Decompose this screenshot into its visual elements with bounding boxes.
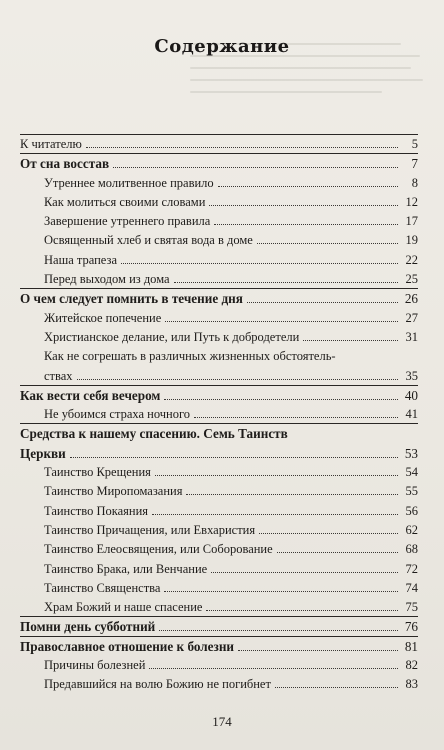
toc-entry-page: 82 xyxy=(405,658,418,673)
toc-entry-title: Таинство Елеосвящения, или Соборование xyxy=(44,542,273,557)
dot-leader xyxy=(257,242,398,244)
toc-entry-title: Освященный хлеб и святая вода в доме xyxy=(44,233,253,248)
dot-leader xyxy=(206,609,398,611)
toc-entry-page: 53 xyxy=(404,445,418,461)
toc-entry-title: К читателю xyxy=(20,137,82,151)
dot-leader xyxy=(303,339,398,341)
dot-leader xyxy=(275,686,398,688)
toc-entry-title: Таинство Причащения, или Евхаристия xyxy=(44,522,256,537)
toc-entry-title: Житейское попечение xyxy=(44,310,162,325)
dot-leader xyxy=(218,185,398,187)
toc-entry-page: 75 xyxy=(405,600,418,615)
toc-entry xyxy=(20,444,418,463)
dot-leader xyxy=(194,416,398,418)
dot-leader xyxy=(155,474,398,476)
toc-entry xyxy=(20,309,418,328)
dot-leader xyxy=(113,166,398,168)
toc-entry xyxy=(20,502,418,521)
toc-entry-title: О чем следует помнить в течение дня xyxy=(20,291,243,307)
toc-entry-title: Утреннее молитвенное правило xyxy=(44,175,214,190)
toc-entry-page: 22 xyxy=(405,252,418,267)
page-number: 174 xyxy=(212,714,232,729)
toc-entry xyxy=(20,289,418,308)
toc-entry xyxy=(20,386,418,405)
toc-entry xyxy=(20,424,418,443)
toc-entry-title: Таинство Крещения xyxy=(44,465,151,480)
toc-entry xyxy=(20,405,418,424)
toc-entry-page: 35 xyxy=(405,368,418,383)
dot-leader xyxy=(152,513,398,515)
toc-entry xyxy=(20,270,418,289)
toc-entry-title: Завершение утреннего правила xyxy=(44,214,211,229)
dot-leader xyxy=(159,629,398,631)
toc-entry-title: Наша трапеза xyxy=(44,252,117,267)
dot-leader xyxy=(214,223,398,225)
dot-leader xyxy=(164,590,398,592)
toc-entry-title: Причины болезней xyxy=(44,658,146,673)
toc-entry xyxy=(20,347,418,366)
toc-entry-title: Храм Божий и наше спасение xyxy=(44,600,203,615)
toc-entry xyxy=(20,598,418,617)
toc-entry xyxy=(20,521,418,540)
toc-entry-page: 19 xyxy=(405,233,418,248)
toc-entry xyxy=(20,579,418,598)
toc-entry-page: 76 xyxy=(404,619,418,635)
toc-entry-title: Таинство Миропомазания xyxy=(44,484,183,499)
toc-entry-page: 7 xyxy=(411,156,418,172)
toc-entry-title: Церкви xyxy=(20,445,66,461)
toc-entry-page: 62 xyxy=(405,522,418,537)
toc-entry xyxy=(20,367,418,386)
toc-entry-page: 12 xyxy=(405,194,418,209)
toc-entry xyxy=(20,193,418,212)
toc-entry xyxy=(20,637,418,656)
toc-entry xyxy=(20,656,418,675)
dot-leader xyxy=(209,204,398,206)
toc-entry-page: 68 xyxy=(405,542,418,557)
toc-entry-page: 26 xyxy=(404,291,418,307)
dot-leader xyxy=(277,551,398,553)
dot-leader xyxy=(247,301,398,303)
toc-entry-title: Помни день субботний xyxy=(20,619,156,635)
toc-entry-page: 74 xyxy=(405,580,418,595)
dot-leader xyxy=(165,320,398,322)
toc-entry-title: Таинство Священства xyxy=(44,580,161,595)
toc-entry-title: Не убоимся страха ночного xyxy=(44,407,191,422)
toc-entry-page: 54 xyxy=(405,465,418,480)
toc-entry-page: 31 xyxy=(405,329,418,344)
toc-entry-page: 40 xyxy=(404,387,418,403)
toc-entry-page: 55 xyxy=(405,484,418,499)
dot-leader xyxy=(70,456,398,458)
dot-leader xyxy=(238,649,398,651)
dot-leader xyxy=(149,667,398,669)
toc-entry-title: Как не согрешать в различных жизненных обстоятель- xyxy=(44,349,336,364)
dot-leader xyxy=(211,571,398,573)
toc-entry xyxy=(20,154,418,173)
toc-entry xyxy=(20,231,418,250)
toc-entry-page: 25 xyxy=(405,272,418,287)
toc-entry-title: Предавшийся на волю Божию не погибнет xyxy=(44,677,271,692)
toc-entry-page: 72 xyxy=(405,561,418,576)
dot-leader xyxy=(174,281,398,283)
toc-entry-title: ствах xyxy=(44,368,73,383)
toc-entry-page: 41 xyxy=(405,407,418,422)
page-title: Содержание xyxy=(154,36,290,57)
toc-entry-page: 5 xyxy=(411,137,418,151)
toc-entry-title: Христианское делание, или Путь к добродетели xyxy=(44,329,300,344)
toc-entry xyxy=(20,174,418,193)
toc-entry-page: 8 xyxy=(411,175,418,190)
toc-entry xyxy=(20,482,418,501)
toc-entry-title: От сна восстав xyxy=(20,156,110,172)
toc-entry-title: Как вести себя вечером xyxy=(20,387,161,403)
dot-leader xyxy=(86,146,398,148)
toc-entry xyxy=(20,675,418,694)
toc-entry xyxy=(20,463,418,482)
toc-entry xyxy=(20,617,418,636)
toc-entry xyxy=(20,328,418,347)
toc-entry-title: Таинство Брака, или Венчание xyxy=(44,561,208,576)
toc-entry-page: 56 xyxy=(405,503,418,518)
toc-entry xyxy=(20,540,418,559)
toc-entry-title: Таинство Покаяния xyxy=(44,503,149,518)
table-of-contents xyxy=(20,135,418,695)
toc-entry xyxy=(20,251,418,270)
toc-entry-title: Перед выходом из дома xyxy=(44,272,170,287)
toc-entry xyxy=(20,560,418,579)
toc-entry-page: 81 xyxy=(404,638,418,654)
dot-leader xyxy=(259,532,398,534)
toc-entry-page: 27 xyxy=(405,310,418,325)
dot-leader xyxy=(121,262,398,264)
toc-entry-title: Как молиться своими словами xyxy=(44,194,206,209)
toc-entry xyxy=(20,135,418,154)
toc-entry-page: 17 xyxy=(405,214,418,229)
dot-leader xyxy=(77,378,398,380)
toc-entry-title: Средства к нашему спасению. Семь Таинств xyxy=(20,426,288,442)
dot-leader xyxy=(164,398,398,400)
toc-entry xyxy=(20,212,418,231)
dot-leader xyxy=(186,493,398,495)
toc-entry-title: Православное отношение к болезни xyxy=(20,638,235,654)
toc-entry-page: 83 xyxy=(405,677,418,692)
